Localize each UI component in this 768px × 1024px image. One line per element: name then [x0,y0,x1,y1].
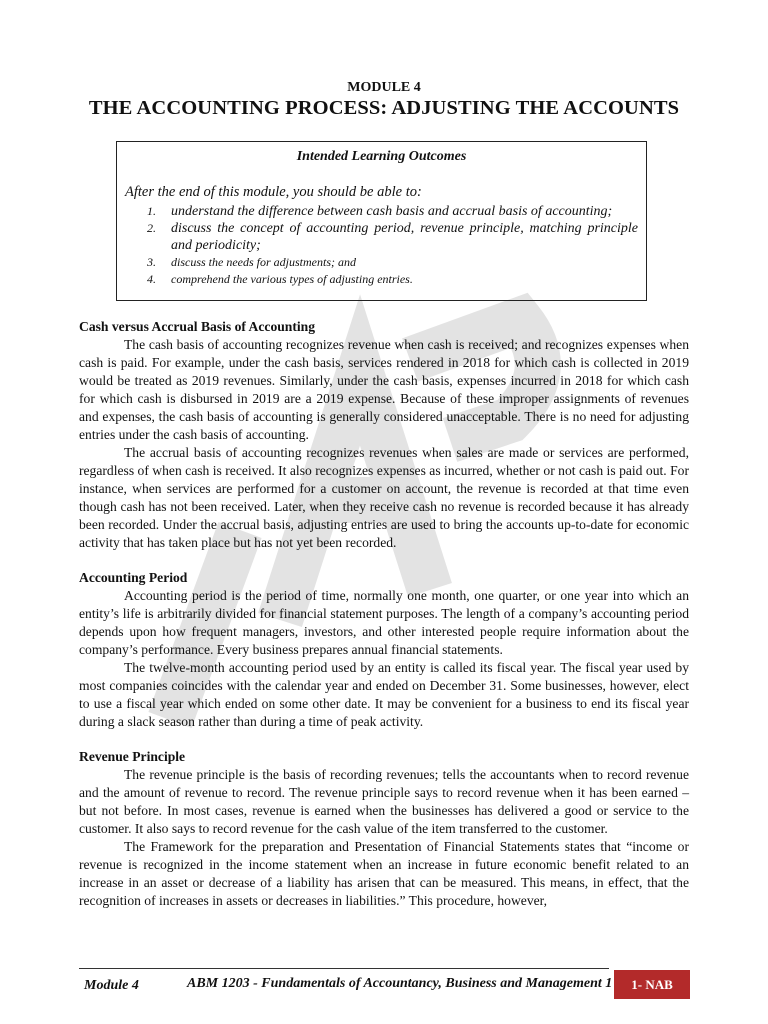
section-heading-cash-vs-accrual: Cash versus Accrual Basis of Accounting [79,319,316,334]
page-title: THE ACCOUNTING PROCESS: ADJUSTING THE ACCOUNTS [88,97,680,119]
outcome-number: 1. [147,204,156,218]
section-heading-revenue-principle: Revenue Principle [79,749,186,764]
outcome-item [147,271,638,288]
outcome-item [147,254,638,271]
learning-outcomes-intro: After the end of this module, you should be able to: [125,184,422,200]
paragraph: The cash basis of accounting recognizes revenue when cash is received; and recognizes expenses when cash is paid. For example, under the cash basis, services rendered in 2018 for which cash is collected in 2019 would be treated as 2019 revenues. Similarly, under the cash basis, expenses incurred in 2018 for which cash for which cash is disbursed in 2019 are a 2019 expense. Because of these improper assignments of revenues and expenses, the cash basis of accounting is generally considered unacceptable. There is no need for adjusting entries under the cash basis of accounting. [79,337,689,442]
paragraph: The accrual basis of accounting recognizes revenues when sales are made or services are performed, regardless of when cash is received. It also recognizes expenses as incurred, whether or not cash is paid out. For instance, when services are performed for a customer on account, the revenue is recorded at that time even though cash has not been received. Later, when they receive cash no revenue is recorded because it has already been recorded. Under the accrual basis, adjusting entries are used to bring the accounts up-to-date for economic activity that has taken place but has not yet been recorded. [79,445,689,550]
learning-outcomes-list [147,203,638,288]
footer-course-title: ABM 1203 - Fundamentals of Accountancy, Business and Management 1 [187,976,613,991]
paragraph: The Framework for the preparation and Presentation of Financial Statements states that “income or revenue is recognized in the income statement when an increase in future economic benefit related to an increase in an asset or decrease of a liability has arisen that can be measured. This means, in effect, that the recognition of increases in assets or decreases in liabilities.” This procedure, however, [79,839,689,908]
outcome-item [147,220,638,254]
learning-outcomes-heading: Intended Learning Outcomes [296,149,467,164]
footer-divider [79,968,609,969]
section-heading-accounting-period: Accounting Period [79,570,188,585]
outcome-number: 2. [147,221,156,235]
outcome-text: comprehend the various types of adjusting entries. [171,272,413,286]
learning-outcomes-box [116,141,647,301]
module-label: MODULE 4 [347,80,421,95]
outcome-text: understand the difference between cash basis and accrual basis of accounting; [171,204,613,219]
outcome-text: discuss the needs for adjustments; and [171,255,356,269]
outcome-item [147,203,638,220]
outcome-number: 3. [147,255,156,269]
footer-module: Module 4 [84,978,139,993]
outcome-number: 4. [147,272,156,286]
body-content [79,318,689,910]
page-number-badge: 1- NAB [614,970,690,999]
paragraph: Accounting period is the period of time, normally one month, one quarter, or one year into which an entity’s life is arbitrarily divided for financial statement purposes. The length of a company’s accounting period depends upon how frequent managers, investors, and other interested people require information about the company’s performance. Every business prepares annual financial statements. [79,588,689,657]
outcome-text: discuss the concept of accounting period, revenue principle, matching principle and periodicity; [171,221,638,253]
paragraph: The twelve-month accounting period used by an entity is called its fiscal year. The fiscal year used by most companies coincides with the calendar year and ended on December 31. Some businesses, however, elect to use a fiscal year which ended on some other date. It may be convenient for a business to end its fiscal year during a slack season rather than during a time of peak activity. [79,660,689,729]
paragraph: The revenue principle is the basis of recording revenues; tells the accountants when to record revenue and the amount of revenue to record. The revenue principle says to record revenue when it has been earned – but not before. In most cases, revenue is earned when the businesses has delivered a good or service to the customer. It also says to record revenue for the cash value of the item transferred to the customer. [79,767,689,836]
